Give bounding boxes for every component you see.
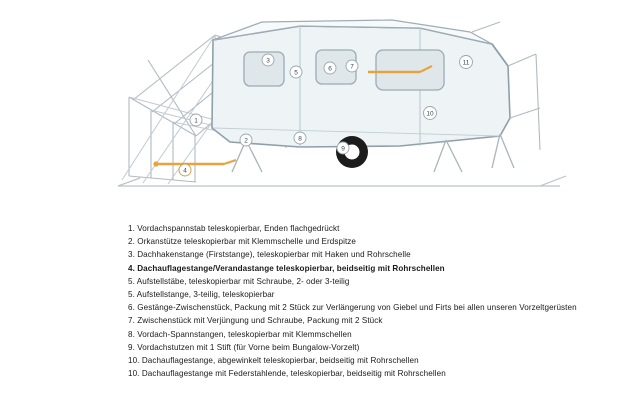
legend-item: 8. Vordach-Spannstangen, teleskopierbar mit Klemmschellen <box>128 329 352 339</box>
marker-label-3: 3 <box>266 57 270 65</box>
legend-item-highlighted: 4. Dachauflagestange/Verandastange teleskopierbar, beidseitig mit Rohrschellen <box>128 263 445 273</box>
legend-item: 5. Aufstellstäbe, teleskopierbar mit Schraube, 2- oder 3-teilig <box>128 276 350 286</box>
legend-item: 6. Gestänge-Zwischenstück, Packung mit 2 Stück zur Verlängerung von Giebel und Firts bei allen unseren Vorzeltgerüsten <box>128 303 577 313</box>
marker-label-11: 11 <box>462 59 470 67</box>
marker-label-6: 6 <box>328 65 332 73</box>
marker-label-2: 2 <box>244 137 248 145</box>
marker-label-4: 4 <box>183 167 187 175</box>
marker-label-8: 8 <box>298 135 302 143</box>
legend-item: 9. Vordachstutzen mit 1 Stift (für Vorne beim Bungalow-Vorzelt) <box>128 342 360 352</box>
legend-item: 10. Dachauflagestange, abgewinkelt teleskopierbar, beidseitig mit Rohrschellen <box>128 356 419 366</box>
highlight-pole-main-tip <box>224 160 236 164</box>
marker-label-5: 5 <box>294 69 298 77</box>
marker-label-10: 10 <box>426 110 434 118</box>
highlight-pole-main-end <box>153 161 158 166</box>
legend-item: 3. Dachhakenstange (Firststange), teleskopierbar mit Haken und Rohrschelle <box>128 250 411 260</box>
legend-item: 5. Aufstellstange, 3-teilig, teleskopierbar <box>128 290 275 300</box>
marker-label-7: 7 <box>350 63 354 71</box>
marker-label-1: 1 <box>194 117 198 125</box>
caravan-window-right <box>376 50 444 90</box>
legend-item: 10. Dachauflagestange mit Federstahlende, teleskopierbar, beidseitig mit Rohrschellen <box>128 369 446 379</box>
legend-item: 7. Zwischenstück mit Verjüngung und Schraube, Packung mit 2 Stück <box>128 316 383 326</box>
legend-item: 1. Vordachspannstab teleskopierbar, Enden flachgedrückt <box>128 224 340 233</box>
ground-line-right <box>540 176 566 186</box>
legend-list <box>0 222 640 380</box>
legend-item: 2. Orkanstütze teleskopierbar mit Klemmschelle und Erdspitze <box>128 237 356 247</box>
marker-label-9: 9 <box>341 145 345 153</box>
ground-line-left <box>118 178 140 186</box>
